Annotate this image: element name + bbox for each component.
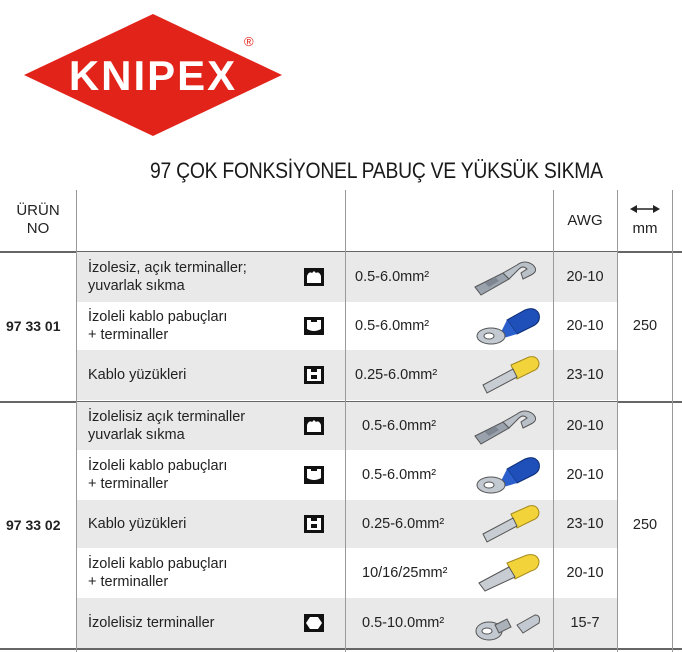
- col-divider: [345, 190, 346, 652]
- ferrule-crimp-icon: [303, 514, 323, 532]
- table-row: [77, 450, 617, 500]
- table-header: [0, 190, 682, 253]
- awg-value: 23-10: [566, 367, 604, 383]
- open-crimp-icon: [303, 416, 323, 434]
- insulated-crimp-icon: [303, 465, 323, 483]
- blue-ring-terminal-image: [473, 306, 543, 351]
- table-row: [77, 302, 617, 350]
- table-row: [77, 500, 617, 548]
- cross-section-range: 0.5-6.0mm²: [355, 269, 430, 285]
- terminal-description: İzolelisiz terminaller: [88, 615, 215, 631]
- awg-value: 23-10: [566, 516, 604, 532]
- page-title: 97 ÇOK FONKSİYONEL PABUÇ VE YÜKSÜK SIKMA: [150, 158, 603, 183]
- cross-section-range: 0.5-10.0mm²: [362, 615, 445, 631]
- awg-value: 20-10: [566, 565, 604, 581]
- insulated-crimp-icon: [303, 316, 323, 334]
- table-row: [77, 252, 617, 302]
- knipex-logo: [22, 12, 284, 138]
- open-crimp-icon: [303, 267, 323, 285]
- col-divider: [76, 190, 77, 652]
- awg-value: 20-10: [566, 269, 604, 285]
- product-number: 97 33 01: [6, 318, 61, 334]
- col-divider: [553, 190, 554, 652]
- yellow-ferrule-large-image: [473, 553, 543, 598]
- table-row: [77, 402, 617, 450]
- yellow-ferrule-image: [473, 355, 543, 400]
- table-row: [77, 598, 617, 648]
- awg-value: 20-10: [566, 467, 604, 483]
- terminal-description: İzoleli kablo pabuçları + terminaller: [88, 309, 228, 343]
- brand-text: KNIPEX: [68, 52, 238, 99]
- terminal-description: İzoleli kablo pabuçları + terminaller: [88, 556, 228, 590]
- double-arrow-icon: [630, 203, 660, 215]
- cross-section-range: 0.5-6.0mm²: [362, 418, 437, 434]
- terminal-description: Kablo yüzükleri: [88, 367, 187, 383]
- col-divider: [617, 190, 618, 652]
- yellow-ferrule-image: [473, 504, 543, 549]
- bare-tube-terminal-image: [473, 603, 543, 648]
- awg-value: 15-7: [570, 615, 600, 631]
- col-divider: [672, 190, 673, 652]
- table-row: [77, 548, 617, 598]
- awg-value: 20-10: [566, 318, 604, 334]
- cross-section-range: 0.25-6.0mm²: [362, 516, 445, 532]
- header-awg: AWG: [567, 212, 603, 229]
- header-product-no: ÜRÜN NO: [16, 202, 60, 237]
- blue-ring-terminal-image: [473, 455, 543, 500]
- length-value: 250: [632, 318, 658, 334]
- registered-mark: ®: [244, 34, 254, 49]
- terminal-description: Kablo yüzükleri: [88, 516, 187, 532]
- cross-section-range: 0.25-6.0mm²: [355, 367, 438, 383]
- header-length: mm: [618, 202, 672, 238]
- open-terminal-image: [473, 406, 543, 451]
- length-value: 250: [632, 517, 658, 533]
- cross-section-range: 0.5-6.0mm²: [362, 467, 437, 483]
- hex-crimp-icon: [303, 613, 323, 631]
- open-terminal-image: [473, 257, 543, 302]
- terminal-description: İzoleli kablo pabuçları + terminaller: [88, 458, 228, 492]
- cross-section-range: 10/16/25mm²: [362, 565, 448, 581]
- ferrule-crimp-icon: [303, 365, 323, 383]
- group-separator: [0, 648, 682, 650]
- terminal-description: İzolesiz, açık terminaller; yuvarlak sıkma: [88, 260, 247, 294]
- table-row: [77, 350, 617, 400]
- cross-section-range: 0.5-6.0mm²: [355, 318, 430, 334]
- awg-value: 20-10: [566, 418, 604, 434]
- terminal-description: İzolelisiz açık terminaller yuvarlak sıkma: [88, 409, 246, 443]
- product-number: 97 33 02: [6, 517, 61, 533]
